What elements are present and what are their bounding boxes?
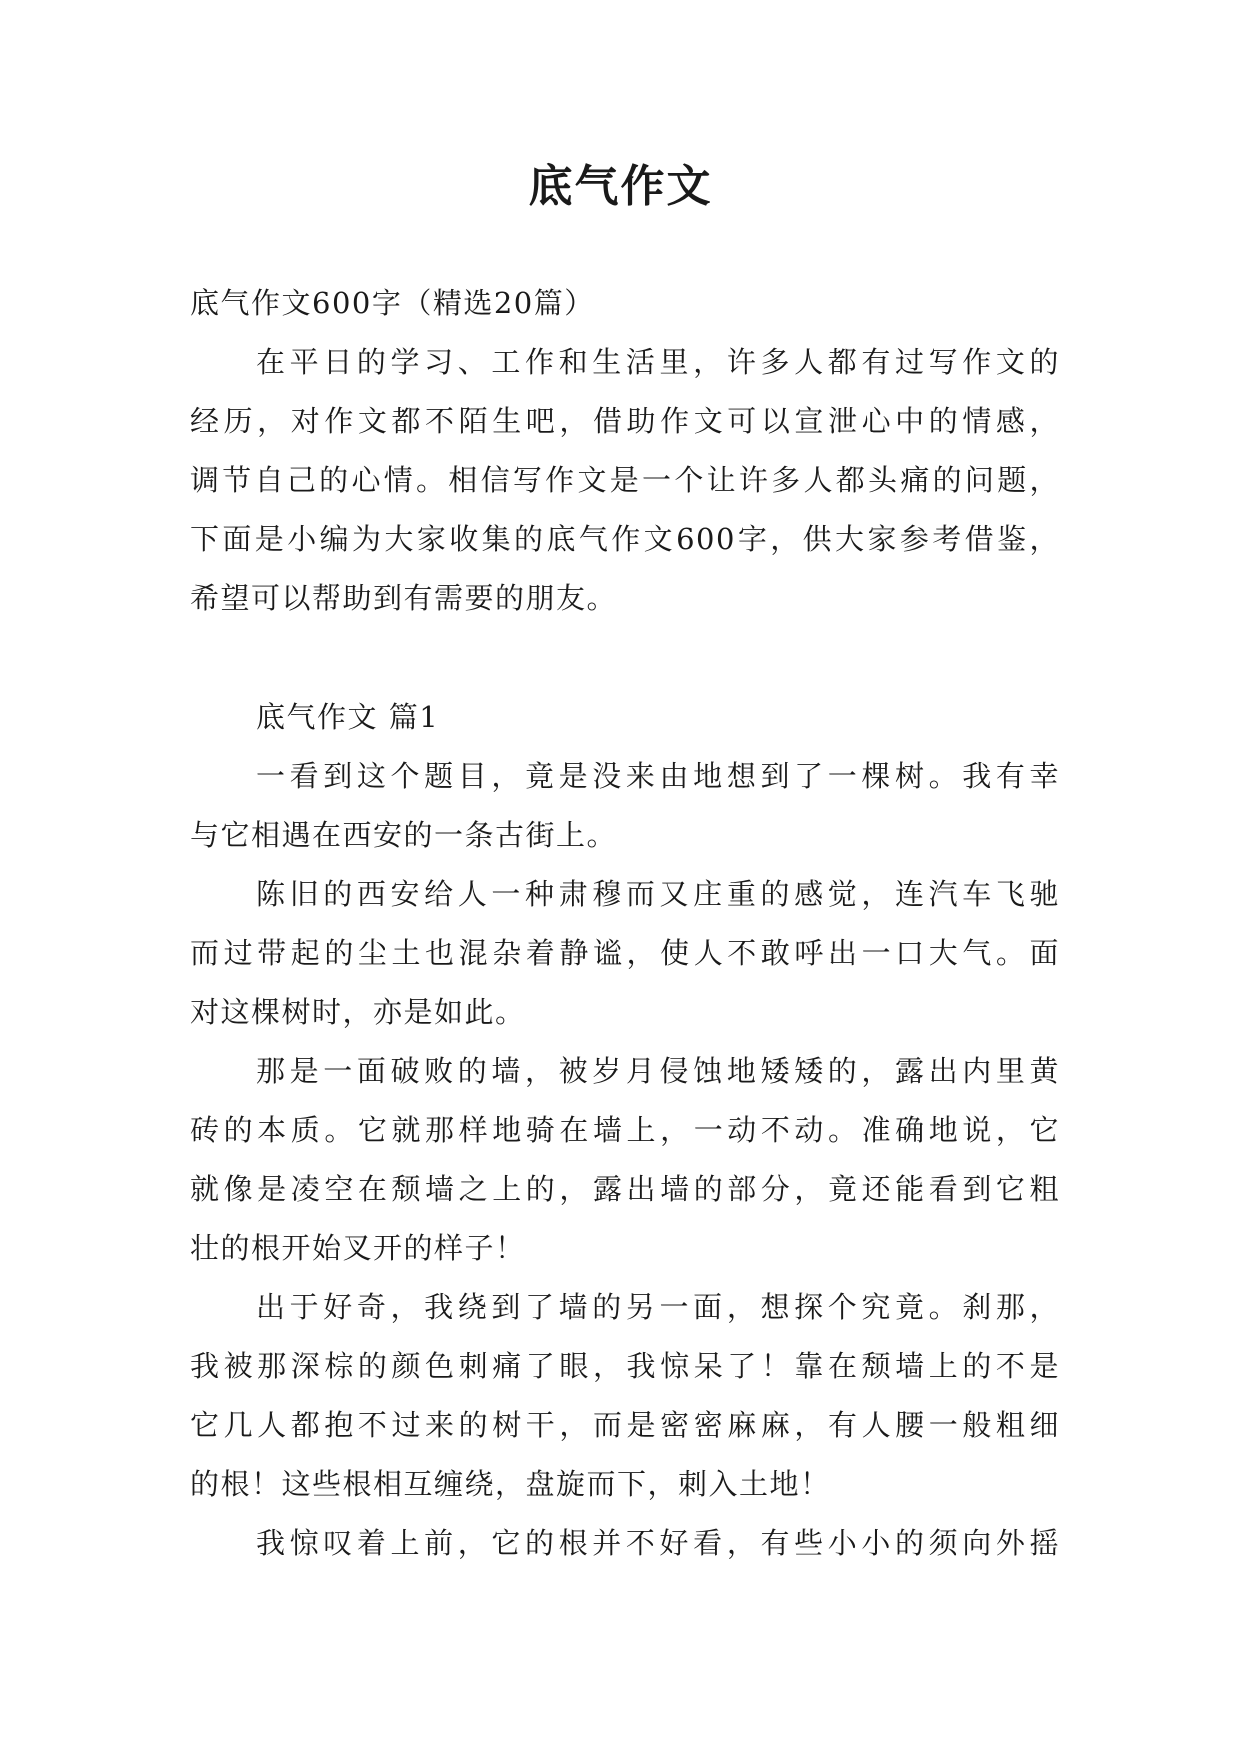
intro-line: 希望可以帮助到有需要的朋友。 — [190, 581, 618, 615]
intro-line: 调节自己的心情。相信写作文是一个让许多人都头痛的问题， — [190, 463, 1060, 497]
paragraph-line: 就像是凌空在颓墙之上的，露出墙的部分，竟还能看到它粗 — [190, 1172, 1060, 1206]
paragraph-line: 壮的根开始叉开的样子！ — [190, 1231, 526, 1265]
paragraph-line: 的根！这些根相互缠绕，盘旋而下，刺入土地！ — [190, 1467, 831, 1501]
section-gap — [190, 628, 1060, 688]
intro-line: 经历，对作文都不陌生吧，借助作文可以宣泄心中的情感， — [190, 404, 1060, 438]
paragraph-line: 陈旧的西安给人一种肃穆而又庄重的感觉，连汽车飞驰 — [256, 877, 1060, 911]
paragraph-line: 砖的本质。它就那样地骑在墙上，一动不动。准确地说，它 — [190, 1113, 1060, 1147]
paragraph-line: 出于好奇，我绕到了墙的另一面，想探个究竟。刹那， — [256, 1290, 1060, 1324]
document-body — [190, 274, 1060, 1573]
paragraph-line: 一看到这个题目，竟是没来由地想到了一棵树。我有幸 — [256, 759, 1060, 793]
paragraph-line: 与它相遇在西安的一条古街上。 — [190, 818, 618, 852]
paragraph-line: 那是一面破败的墙，被岁月侵蚀地矮矮的，露出内里黄 — [256, 1054, 1060, 1088]
section-heading: 底气作文 篇1 — [256, 700, 440, 734]
intro-line: 下面是小编为大家收集的底气作文600字，供大家参考借鉴， — [190, 522, 1060, 556]
paragraph-line: 我惊叹着上前，它的根并不好看，有些小小的须向外摇 — [256, 1526, 1060, 1560]
document-title: 底气作文 — [528, 161, 713, 212]
subtitle: 底气作文600字（精选20篇） — [190, 286, 595, 320]
intro-line: 在平日的学习、工作和生活里，许多人都有过写作文的 — [256, 345, 1060, 379]
paragraph-line: 对这棵树时，亦是如此。 — [190, 995, 526, 1029]
paragraph-line: 而过带起的尘土也混杂着静谧，使人不敢呼出一口大气。面 — [190, 936, 1060, 970]
paragraph-line: 它几人都抱不过来的树干，而是密密麻麻，有人腰一般粗细 — [190, 1408, 1060, 1442]
paragraph-line: 我被那深棕的颜色刺痛了眼，我惊呆了！靠在颓墙上的不是 — [190, 1349, 1060, 1383]
